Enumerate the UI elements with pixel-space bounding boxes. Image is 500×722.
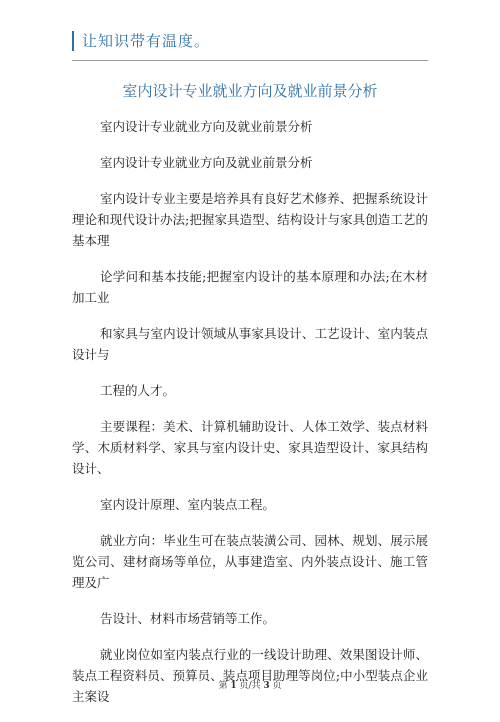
- paragraph: 和家具与室内设计领域从事家具设计、工艺设计、室内装点设计与: [72, 326, 428, 362]
- document-body: [72, 116, 428, 722]
- paragraph: 论学问和基本技能;把握室内设计的基本原理和办法;在木材加工业: [72, 269, 428, 305]
- paragraph: 主要课程：美术、计算机辅助设计、人体工效学、装点材料学、木质材料学、家具与室内设计史、家具造型设计、家具结构设计、: [72, 419, 428, 476]
- paragraph: 工程的人才。: [100, 383, 176, 398]
- footer-prefix: 第: [218, 681, 228, 691]
- paragraph: 室内设计专业就业方向及就业前景分析: [100, 155, 313, 170]
- paragraph: 室内设计专业主要是培养具有良好艺术修养、把握系统设计理论和现代设计办法;把握家具造型、结构设计与家具创造工艺的基本理: [72, 191, 428, 248]
- header-slogan: 让知识带有温度。: [82, 32, 211, 50]
- current-page-number: 1: [230, 681, 237, 691]
- header-accent-bar: [72, 31, 74, 51]
- paragraph: 告设计、材料市场营销等工作。: [100, 611, 276, 626]
- paragraph: 室内设计专业就业方向及就业前景分析: [100, 119, 313, 134]
- page-footer: [0, 678, 500, 691]
- page-header: [72, 30, 210, 51]
- footer-middle: 页/共: [239, 681, 261, 691]
- paragraph: 就业方向：毕业生可在装点装潢公司、园林、规划、展示展览公司、建材商场等单位，从事建造室、内外装点设计、施工管理及广: [72, 533, 428, 590]
- header-divider: [72, 60, 428, 61]
- footer-suffix: 页: [272, 681, 282, 691]
- paragraph: 室内设计原理、室内装点工程。: [100, 497, 276, 512]
- total-pages-number: 3: [263, 681, 270, 691]
- paragraph: 就业岗位如室内装点行业的一线设计助理、效果图设计师、装点工程资料员、预算员、装点项目助理等岗位;中小型装点企业主案设: [72, 647, 428, 704]
- document-title: 室内设计专业就业方向及就业前景分析: [122, 82, 378, 100]
